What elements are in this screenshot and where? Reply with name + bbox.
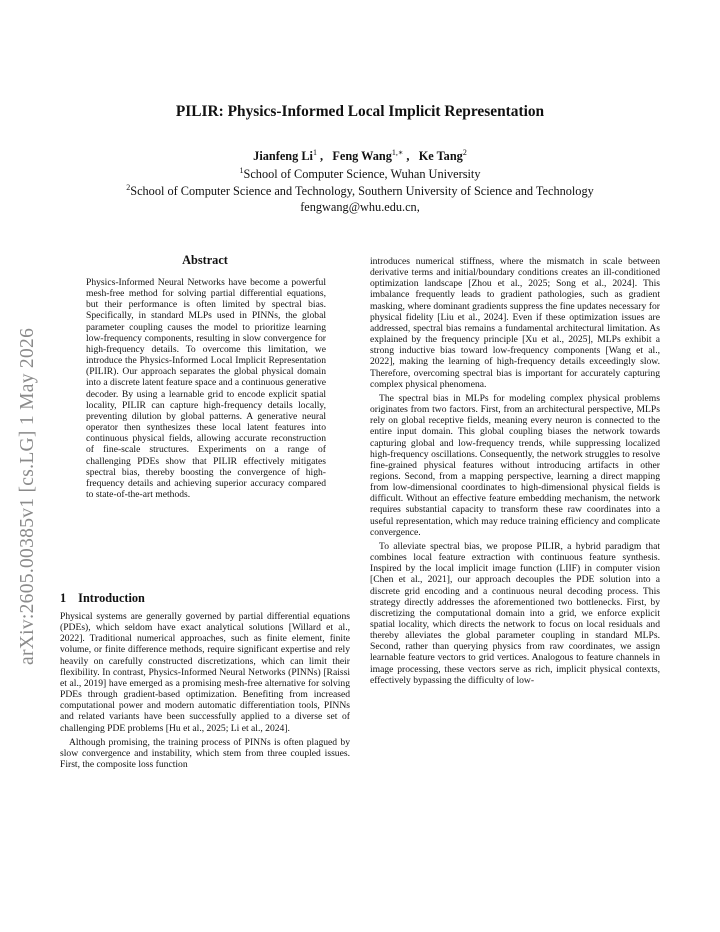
body-paragraph: The spectral bias in MLPs for modeling complex physical problems originates from two factors. First, from an architectural perspective, MLPs rely on global receptive fields, meaning every neuron is connected to the entire input domain. This global coupling biases the network towards capturing global and low-frequency trends, while suppressing localized high-frequency oscillations. Consequently, the network struggles to resolve fine-grained physical features without introducing artifacts in other regions. Second, from a mapping perspective, learning a direct mapping from low-dimensional coordinates to high-dimensional physical fields is difficult. Without an effective feature embedding mechanism, the network requires substantial capacity to transform these raw coordinates into a useful representation, which may reduce training efficiency and complicate convergence. <box>370 392 660 538</box>
right-column-body <box>370 256 660 686</box>
affil-mark: 2 <box>126 183 131 192</box>
author-affil-mark: 1,∗ <box>391 148 404 157</box>
abstract-paragraph: Physics-Informed Neural Networks have become a powerful mesh-free method for solving partial differential equations, but their performance is often limited by spectral bias. Specifically, in standard MLPs used in PINNs, the global parameter coupling causes the model to prioritize learning low-frequency components, resulting in slow convergence for high-frequency details. To overcome this limitation, we introduce the Physics-Informed Local Implicit Representation (PILIR). Our approach separates the global physical domain into a discrete latent feature space and a continuous generative decoder. By using a learnable grid to encode explicit spatial locality, PILIR can capture high-frequency details locally, preventing dilution by global patterns. A generative neural operator then synthesizes these local latent features into continuous physical fields, allowing accurate reconstruction of fine-scale structures. Experiments on a range of challenging PDEs show that PILIR effectively mitigates spectral bias, thereby boosting the convergence of high-frequency details and achieving superior accuracy compared to state-of-the-art methods. <box>86 277 327 500</box>
body-paragraph: Although promising, the training process of PINNs is often plagued by slow convergence and instability, which stem from three coupled issues. First, the composite loss function <box>60 736 350 771</box>
affiliation-1 <box>0 166 720 182</box>
arxiv-identifier: arXiv:2605.00385v1 [cs.LG] 1 May 2026 <box>17 327 38 665</box>
affil-mark: 1 <box>239 166 244 175</box>
left-column-body <box>60 611 350 770</box>
section-number: 1 <box>60 591 67 605</box>
paper-title: PILIR: Physics-Informed Local Implicit Representation <box>175 103 545 120</box>
body-paragraph: Physical systems are generally governed by partial differential equations (PDEs), which seldom have exact analytical solutions [Willard et al., 2022]. Traditional numerical approaches, such as finite element, finite volume, or finite difference methods, require significant expertise and rely heavily on carefully constructed discretizations, which can limit their flexibility. In contrast, Physics-Informed Neural Networks (PINNs) [Raissi et al., 2019] have emerged as a promising mesh-free alternative for solving PDEs through gradient-based optimization. Benefiting from increased computational power and modern automatic differentiation tools, PINNs and related variants have been successfully applied to a diverse set of challenging PDE problems [Hu et al., 2025; Li et al., 2024]. <box>60 611 350 734</box>
author-name: Ke Tang <box>418 149 463 164</box>
affil-text: School of Computer Science and Technology, Southern University of Science and Technology <box>130 184 594 199</box>
author-name: Feng Wang <box>332 149 392 164</box>
contact-email: fengwang@whu.edu.cn, <box>300 200 420 214</box>
body-paragraph: introduces numerical stiffness, where the mismatch in scale between derivative terms and initial/boundary conditions creates an ill-conditioned optimization landscape [Zhou et al., 2025; Song et al., 2024]. This imbalance frequently leads to gradient pathologies, such as gradient masking, where dominant gradients suppress the fine updates necessary for physical fidelity [Liu et al., 2024]. Even if these optimization issues are addressed, spectral bias remains a fundamental architectural limitation. As explained by the frequency principle [Xu et al., 2025], MLPs exhibit a strong inductive bias toward low-frequency components [Wang et al., 2022], making the learning of high-frequency details exceedingly slow. Therefore, overcoming spectral bias is important for accurately capturing complex physical phenomena. <box>370 256 660 390</box>
author-list: Jianfeng Li$^1$ , Feng Wang$^{1,∗}$ , Ke Tang$^2$ <box>253 148 467 164</box>
author-affil-mark: 1 <box>312 148 317 157</box>
section-title: Introduction <box>78 591 145 605</box>
abstract-body <box>86 277 326 500</box>
author-name: Jianfeng Li <box>253 149 313 164</box>
abstract-heading: Abstract <box>182 253 228 267</box>
affil-text: School of Computer Science, Wuhan University <box>243 167 481 182</box>
body-paragraph: To alleviate spectral bias, we propose PILIR, a hybrid paradigm that combines local feature extraction with continuous feature synthesis. Inspired by the local implicit image function (LIIF) in computer vision [Chen et al., 2021], our approach decouples the PDE solution into a discrete grid encoding and a continuous neural decoding process. This strategy directly addresses the aforementioned two bottlenecks. First, by discretizing the computational domain into a grid, we enforce explicit spatial locality, which directs the network to focus on local residuals and thereby alleviates the global parameter coupling in standard MLPs. Second, rather than querying physics from raw coordinates, we assign learnable feature vectors to grid vertices. Analogous to feature channels in image processing, these vectors serve as rich, implicit physical contexts, effectively bypassing the difficulty of low- <box>370 540 660 686</box>
section-heading <box>60 591 145 606</box>
affiliation-2 <box>0 183 720 199</box>
author-affil-mark: 2 <box>462 148 467 157</box>
